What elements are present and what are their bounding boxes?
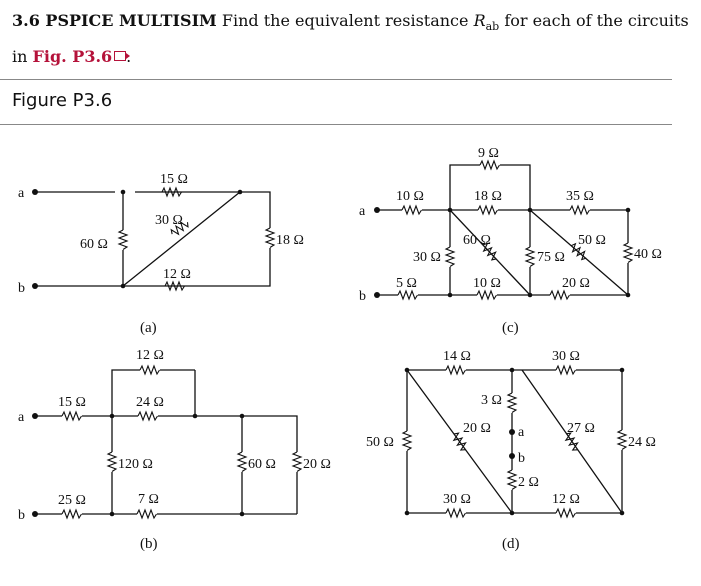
label-r-in-top: 10 Ω — [396, 189, 424, 204]
terminal-b-label: b — [359, 289, 366, 304]
label-r-bot-left: 30 Ω — [443, 492, 471, 507]
label-r-top-mid: 18 Ω — [474, 189, 502, 204]
terminal-a-label: a — [518, 425, 525, 440]
label-r-diag-right: 50 Ω — [578, 233, 606, 248]
label-r-top-wide: 12 Ω — [136, 348, 164, 363]
label-r-in-bottom: 25 Ω — [58, 493, 86, 508]
circuit-d — [366, 349, 656, 552]
label-r-diag-mid: 60 Ω — [463, 233, 491, 248]
circuit-a — [18, 172, 304, 336]
label-r-top: 15 Ω — [160, 172, 188, 187]
problem-text-3: in — [12, 47, 28, 67]
label-r-diag: 30 Ω — [155, 213, 183, 228]
terminal-b-label: b — [18, 508, 25, 523]
problem-text: Find the equivalent resistance — [221, 11, 469, 30]
circuit-c — [359, 146, 662, 336]
label-r-right: 40 Ω — [634, 247, 662, 262]
label-r-vert-mid: 75 Ω — [537, 250, 565, 265]
label-r-left: 60 Ω — [80, 237, 108, 252]
label-r-right: 18 Ω — [276, 233, 304, 248]
label-r-bottom: 7 Ω — [138, 492, 159, 507]
problem-statement: 3.6 PSPICE MULTISIM Find the equivalent resistance $R_{ab}$ for each of the circuits in Fig. P3.6 . — [12, 11, 689, 67]
caption-a: (a) — [140, 320, 157, 336]
label-r-top-left: 14 Ω — [443, 349, 471, 364]
terminal-a-label: a — [18, 410, 25, 425]
figure-title: Figure P3.6 — [12, 90, 113, 111]
resistor-18 — [266, 228, 274, 248]
label-r-vert3: 20 Ω — [303, 457, 331, 472]
label-r-right: 24 Ω — [628, 435, 656, 450]
problem-number: 3.6 PSPICE MULTISIM — [12, 11, 217, 30]
label-r-left: 50 Ω — [366, 435, 394, 450]
terminal-a-label: a — [359, 204, 366, 219]
label-r-bot-right: 12 Ω — [552, 492, 580, 507]
label-r-top: 9 Ω — [478, 146, 499, 161]
label-r-small-top: 3 Ω — [481, 393, 502, 408]
label-r-vert1: 120 Ω — [118, 457, 153, 472]
label-r-diag-left: 20 Ω — [463, 421, 491, 436]
caption-c: (c) — [502, 320, 519, 336]
label-r-bottom: 12 Ω — [163, 267, 191, 282]
terminal-a-label: a — [18, 186, 25, 201]
label-r-vert2: 60 Ω — [248, 457, 276, 472]
figure-link[interactable]: Fig. P3.6 — [32, 47, 113, 67]
resistance-symbol: $R_{ab}$ — [473, 11, 500, 34]
label-r-bot-mid: 10 Ω — [473, 276, 501, 291]
label-r-top-right: 35 Ω — [566, 189, 594, 204]
caption-b: (b) — [140, 536, 158, 552]
terminal-b-label: b — [18, 281, 25, 296]
label-r-diag-right: 27 Ω — [567, 421, 595, 436]
label-r-in-bottom: 5 Ω — [396, 276, 417, 291]
label-r-bot-right: 20 Ω — [562, 276, 590, 291]
resistor-60 — [119, 230, 127, 250]
label-r-mid: 24 Ω — [136, 395, 164, 410]
label-r-vert-left: 30 Ω — [413, 250, 441, 265]
label-r-top-right: 30 Ω — [552, 349, 580, 364]
caption-d: (d) — [502, 536, 520, 552]
terminal-b-label: b — [518, 451, 525, 466]
problem-text-2: for each of the circuits — [504, 11, 689, 30]
label-r-small-bot: 2 Ω — [518, 475, 539, 490]
circuit-b — [18, 348, 331, 552]
label-r-in-top: 15 Ω — [58, 395, 86, 410]
